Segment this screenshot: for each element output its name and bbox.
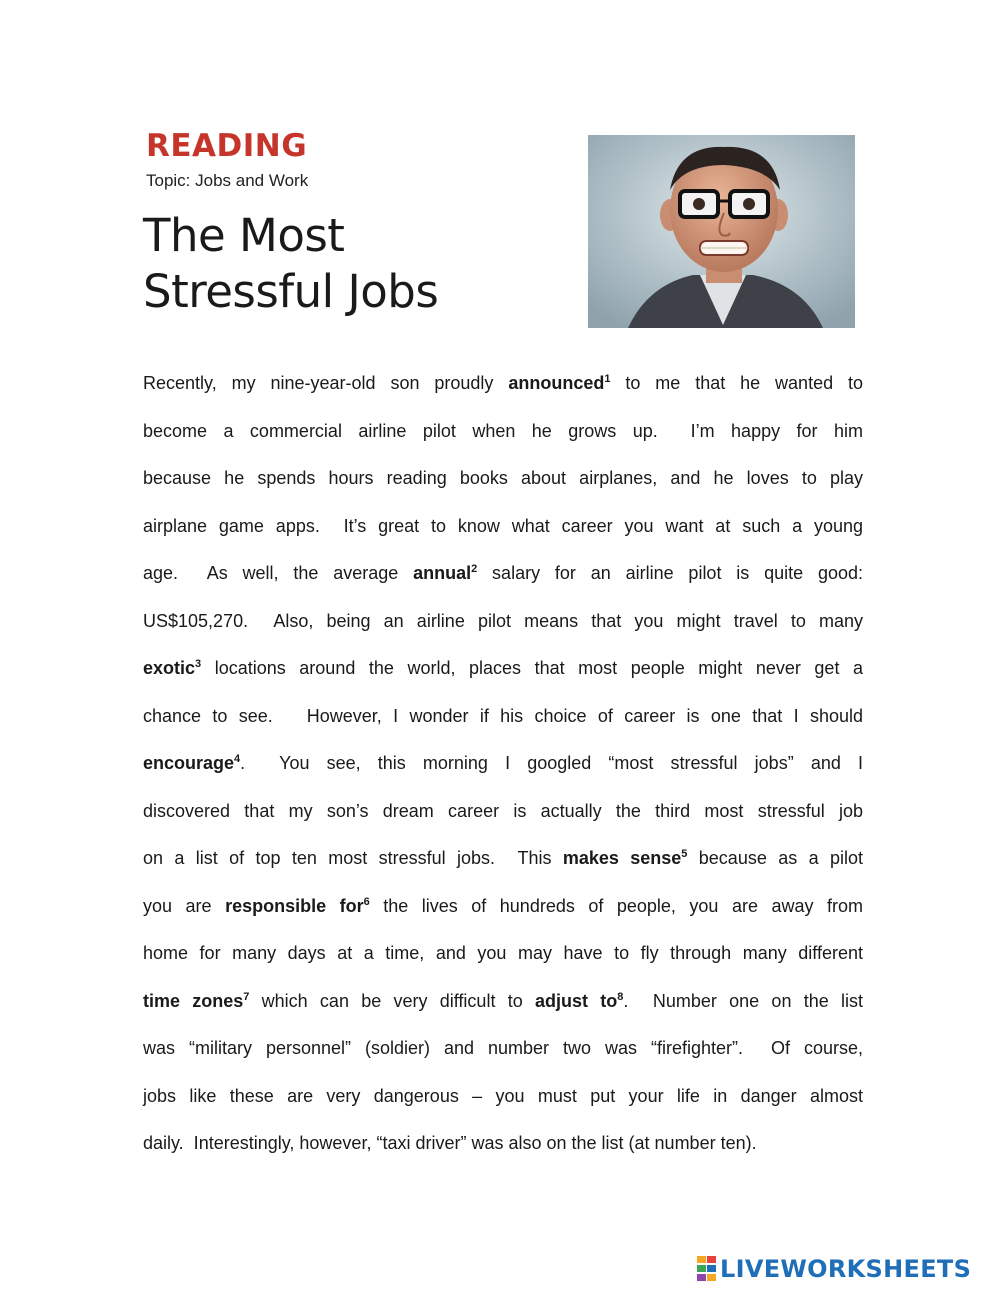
article-line	[143, 598, 863, 646]
topic-line: Topic: Jobs and Work	[146, 171, 309, 190]
text-segment: you are	[143, 895, 226, 916]
text-segment: discovered that my son’s dream career is actually the third most stressful job	[143, 800, 863, 821]
vocabulary-term: announced	[508, 373, 605, 393]
footnote-number: 8	[617, 990, 624, 1003]
article-body	[143, 360, 863, 1168]
vocabulary-term: exotic	[143, 658, 196, 678]
footnote-number: 5	[681, 848, 688, 860]
text-segment: to me that he wanted to	[610, 373, 864, 393]
footnote-number: 2	[471, 563, 478, 575]
text-segment: was “military personnel” (soldier) and number two was “firefighter”. Of course,	[143, 1038, 863, 1058]
text-segment: which can be very difficult to	[249, 990, 535, 1011]
text-segment: salary for an airline pilot is quite good:	[477, 563, 864, 583]
article-line	[143, 930, 863, 978]
text-segment: . Number one on the list	[623, 990, 863, 1011]
article-line	[143, 1025, 863, 1073]
text-segment: because as a pilot	[687, 848, 863, 868]
footnote-number: 7	[243, 990, 250, 1003]
article-line	[143, 835, 863, 883]
text-segment: airplane game apps. It’s great to know what career you want at such a young	[143, 515, 863, 536]
text-segment: daily. Interestingly, however, “taxi driver” was also on the list (at number ten).	[143, 1133, 757, 1153]
article-line	[143, 360, 863, 408]
footnote-number: 6	[363, 895, 370, 908]
text-segment: on a list of top ten most stressful jobs. This	[143, 848, 563, 868]
article-line	[143, 645, 863, 693]
vocabulary-term: time zones	[143, 990, 244, 1011]
liveworksheets-logo-icon	[697, 1256, 717, 1282]
text-segment: chance to see. However, I wonder if his choice of career is one that I should	[143, 705, 863, 726]
text-segment: US$105,270. Also, being an airline pilot means that you might travel to many	[143, 610, 863, 631]
article-line	[143, 1073, 863, 1121]
vocabulary-term: responsible for	[225, 895, 364, 916]
title-line-1: The Most	[143, 209, 345, 262]
article-line	[143, 978, 863, 1026]
article-line	[143, 503, 863, 551]
text-segment: home for many days at a time, and you may have to fly through many different	[143, 943, 863, 963]
text-segment: jobs like these are very dangerous – you must put your life in danger almost	[143, 1085, 863, 1106]
text-segment: because he spends hours reading books about airplanes, and he loves to play	[143, 468, 863, 488]
article-line	[143, 550, 863, 598]
footnote-number: 4	[234, 753, 241, 765]
article-line	[143, 408, 863, 456]
liveworksheets-brand	[697, 1255, 971, 1283]
text-segment: become a commercial airline pilot when he grows up. I’m happy for him	[143, 420, 863, 441]
article-line	[143, 740, 863, 788]
article-title	[143, 208, 438, 320]
article-line	[143, 1120, 863, 1168]
article-line	[143, 693, 863, 741]
title-line-2: Stressful Jobs	[143, 265, 439, 318]
text-segment: . You see, this morning I googled “most stressful jobs” and I	[240, 753, 863, 773]
footnote-number: 3	[195, 658, 202, 670]
footnote-number: 1	[604, 373, 611, 385]
vocabulary-term: annual	[413, 563, 472, 583]
article-photo	[588, 135, 855, 328]
stressed-man-photo	[588, 135, 855, 328]
text-segment: age. As well, the average	[143, 563, 414, 583]
article-line	[143, 788, 863, 836]
vocabulary-term: makes sense	[562, 848, 682, 868]
article-line	[143, 883, 863, 931]
vocabulary-term: adjust to	[534, 990, 618, 1011]
brand-name: LIVEWORKSHEETS	[720, 1255, 972, 1283]
text-segment: locations around the world, places that most people might never get a	[201, 658, 863, 678]
vocabulary-term: encourage	[143, 753, 235, 773]
text-segment: Recently, my nine-year-old son proudly	[143, 373, 509, 393]
text-segment: the lives of hundreds of people, you are away from	[369, 895, 864, 916]
article-line	[143, 455, 863, 503]
reading-label: READING	[146, 128, 308, 164]
